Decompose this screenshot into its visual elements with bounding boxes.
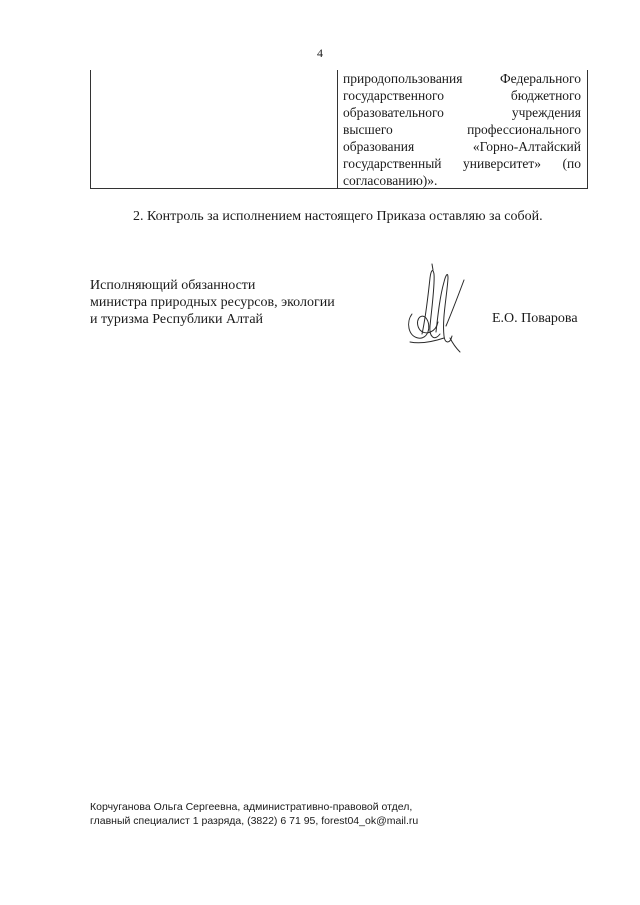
- executor-line: Корчуганова Ольга Сергеевна, административно-правовой отдел,: [90, 801, 413, 813]
- position-line: Исполняющий обязанности: [90, 278, 256, 293]
- cell-word: образования: [343, 139, 415, 154]
- cell-word: государственного: [343, 88, 444, 103]
- cell-word: Федерального: [499, 71, 581, 86]
- cell-word: (по: [562, 156, 581, 171]
- cell-line-4: [343, 121, 581, 138]
- executor-contact: [90, 800, 418, 828]
- cell-line-7: [343, 172, 581, 189]
- cell-word: «Горно-Алтайский: [472, 139, 581, 154]
- page-number: 4: [317, 46, 323, 60]
- cell-line-6: [343, 155, 581, 172]
- position-line: и туризма Республики Алтай: [90, 312, 264, 327]
- continued-table: [90, 70, 588, 189]
- cell-word: профессионального: [467, 122, 581, 137]
- table-right-cell: [343, 70, 581, 189]
- cell-line-5: [343, 138, 581, 155]
- handwritten-signature: [392, 256, 472, 356]
- cell-word: высшего: [343, 122, 393, 137]
- cell-word: учреждения: [511, 105, 581, 120]
- cell-word: бюджетного: [510, 88, 581, 103]
- cell-word: государственный: [343, 156, 442, 171]
- cell-word: согласованию)».: [343, 173, 438, 188]
- position-line: министра природных ресурсов, экологии: [90, 295, 335, 310]
- cell-line-2: [343, 87, 581, 104]
- cell-word: образовательного: [343, 105, 444, 120]
- cell-word: университет»: [463, 156, 542, 171]
- cell-line-3: [343, 104, 581, 121]
- cell-word: природопользования: [343, 71, 463, 86]
- signatory-position: [90, 277, 335, 328]
- clause-2: 2. Контроль за исполнением настоящего Приказа оставляю за собой.: [133, 209, 543, 224]
- executor-line: главный специалист 1 разряда, (3822) 6 71 95, forest04_ok@mail.ru: [90, 815, 419, 827]
- cell-line-1: [343, 70, 581, 87]
- signer-name: Е.О. Поварова: [492, 311, 578, 326]
- table-column-divider: [337, 70, 338, 188]
